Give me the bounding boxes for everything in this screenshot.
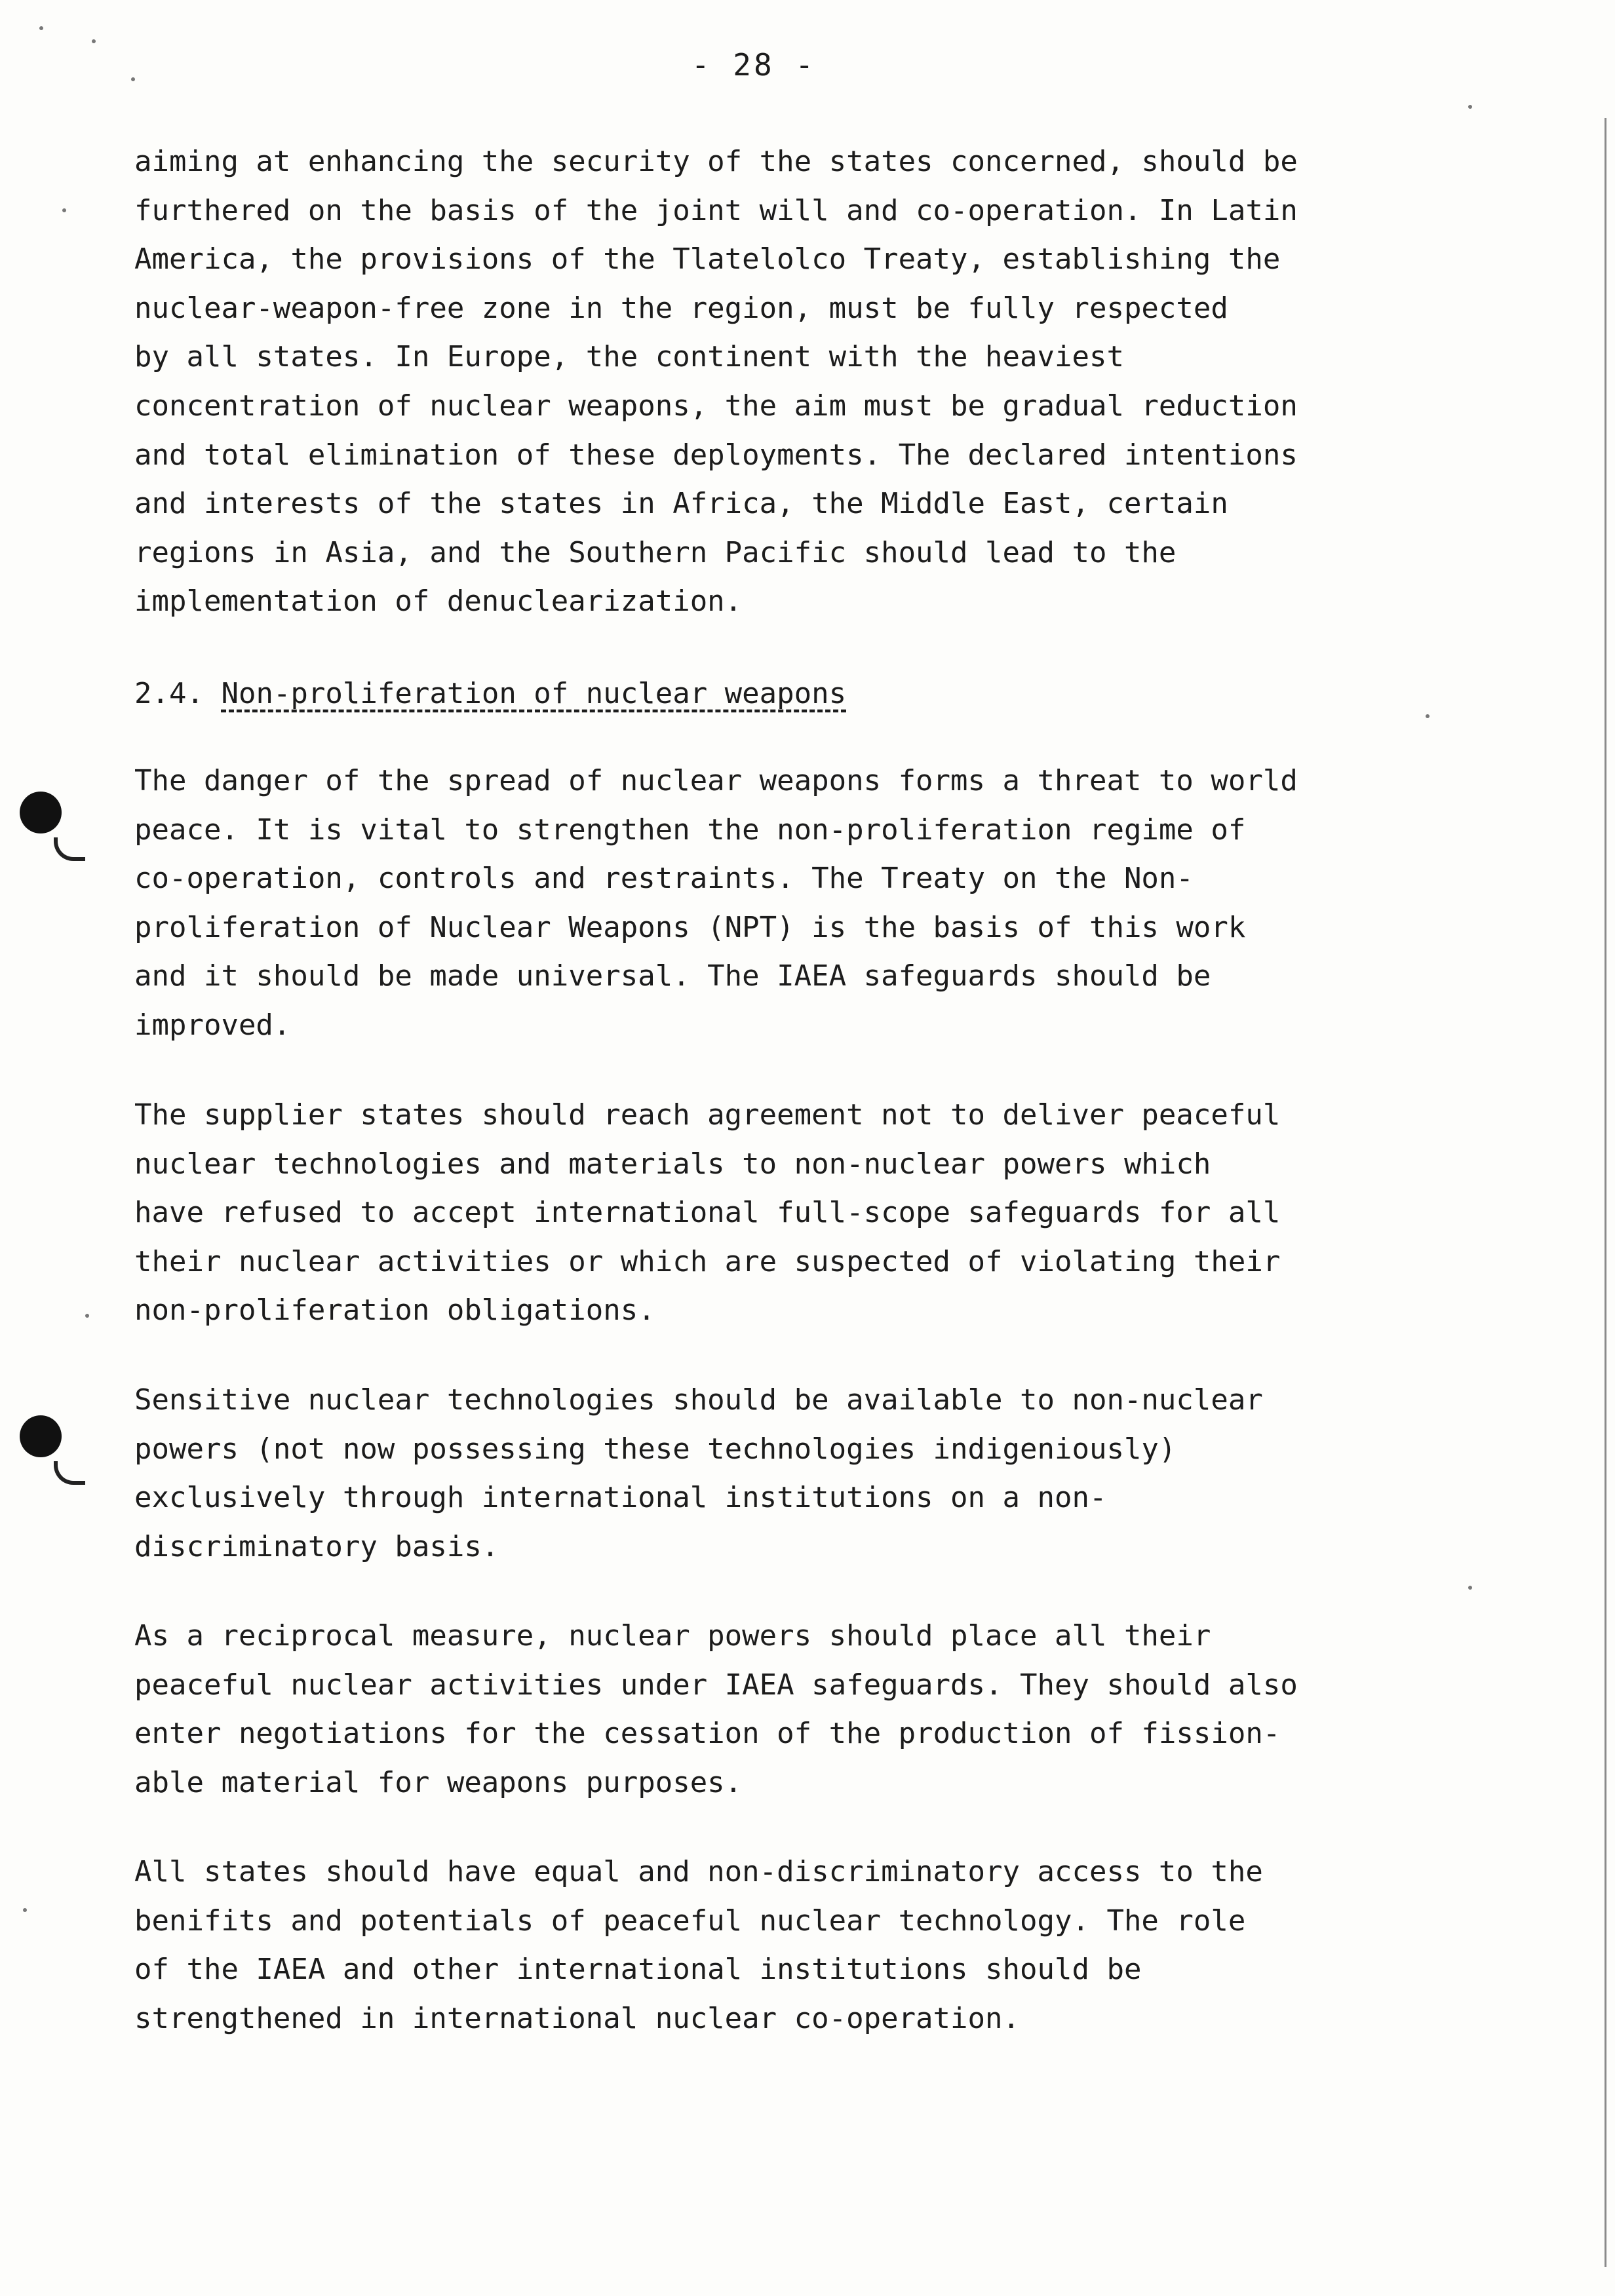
scan-edge-line	[1605, 118, 1606, 2267]
scan-speck	[23, 1908, 27, 1912]
scan-speck	[62, 208, 66, 212]
scan-speck	[92, 39, 96, 43]
punch-hole-lower-mark	[54, 1461, 85, 1485]
scan-speck	[85, 1314, 89, 1318]
section-heading	[134, 670, 846, 718]
punch-hole-upper	[20, 792, 62, 833]
page-number: - 28 -	[691, 47, 817, 83]
scan-speck	[1468, 105, 1472, 109]
section-title: Non-proliferation of nuclear weapons	[221, 677, 847, 710]
punch-hole-upper-mark	[54, 837, 85, 861]
scan-speck	[1426, 714, 1430, 718]
section-number: 2.4.	[134, 677, 204, 710]
paragraph-sensitive-technologies: Sensitive nuclear technologies should be available to non-nuclear powers (not now possessing these technologies indigeniously) exclusively through international institutions on a non- discriminatory basis.	[134, 1383, 1263, 1563]
paragraph-supplier-states: The supplier states should reach agreement not to deliver peaceful nuclear technologies and materials to non-nuclear powers which have refused to accept international full-scope safeguards for all their nuclear activities or which are suspected of violating their non-proliferation obligations.	[134, 1098, 1281, 1328]
scan-speck	[39, 26, 43, 30]
paragraph-peaceful-access: All states should have equal and non-discriminatory access to the benifits and potentials of peaceful nuclear technology. The role of the IAEA and other international institutions should be strengthened in international nuclear co-operation.	[134, 1855, 1263, 2035]
scan-speck	[1468, 1586, 1472, 1590]
paragraph-npt: The danger of the spread of nuclear weapons forms a threat to world peace. It is vital to strengthen the non-proliferation regime of co-operation, controls and restraints. The Treaty on the Non- proliferation of Nuclear Weapons (NPT) is the basis of this work and it should be made universal. The IAEA safeguards should be improved.	[134, 764, 1298, 1042]
paragraph-reciprocal-measure: As a reciprocal measure, nuclear powers should place all their peaceful nuclear activities under IAEA safeguards. They should also enter negotiations for the cessation of the production of fission- able material for weapons purposes.	[134, 1619, 1298, 1799]
punch-hole-lower	[20, 1415, 62, 1457]
scan-speck	[131, 77, 135, 81]
paragraph-regional-zones: aiming at enhancing the security of the states concerned, should be furthered on the basis of the joint will and co-operation. In Latin America, the provisions of the Tlatelolco Treaty, establishing the nuclear-weapon-free zone in the region, must be fully respected by all states. In Europe, the continent with the heaviest concentration of nuclear weapons, the aim must be gradual reduction and total elimination of these deployments. The declared intentions and interests of the states in Africa, the Middle East, certain regions in Asia, and the Southern Pacific should lead to the implementation of denuclearization.	[134, 145, 1298, 619]
